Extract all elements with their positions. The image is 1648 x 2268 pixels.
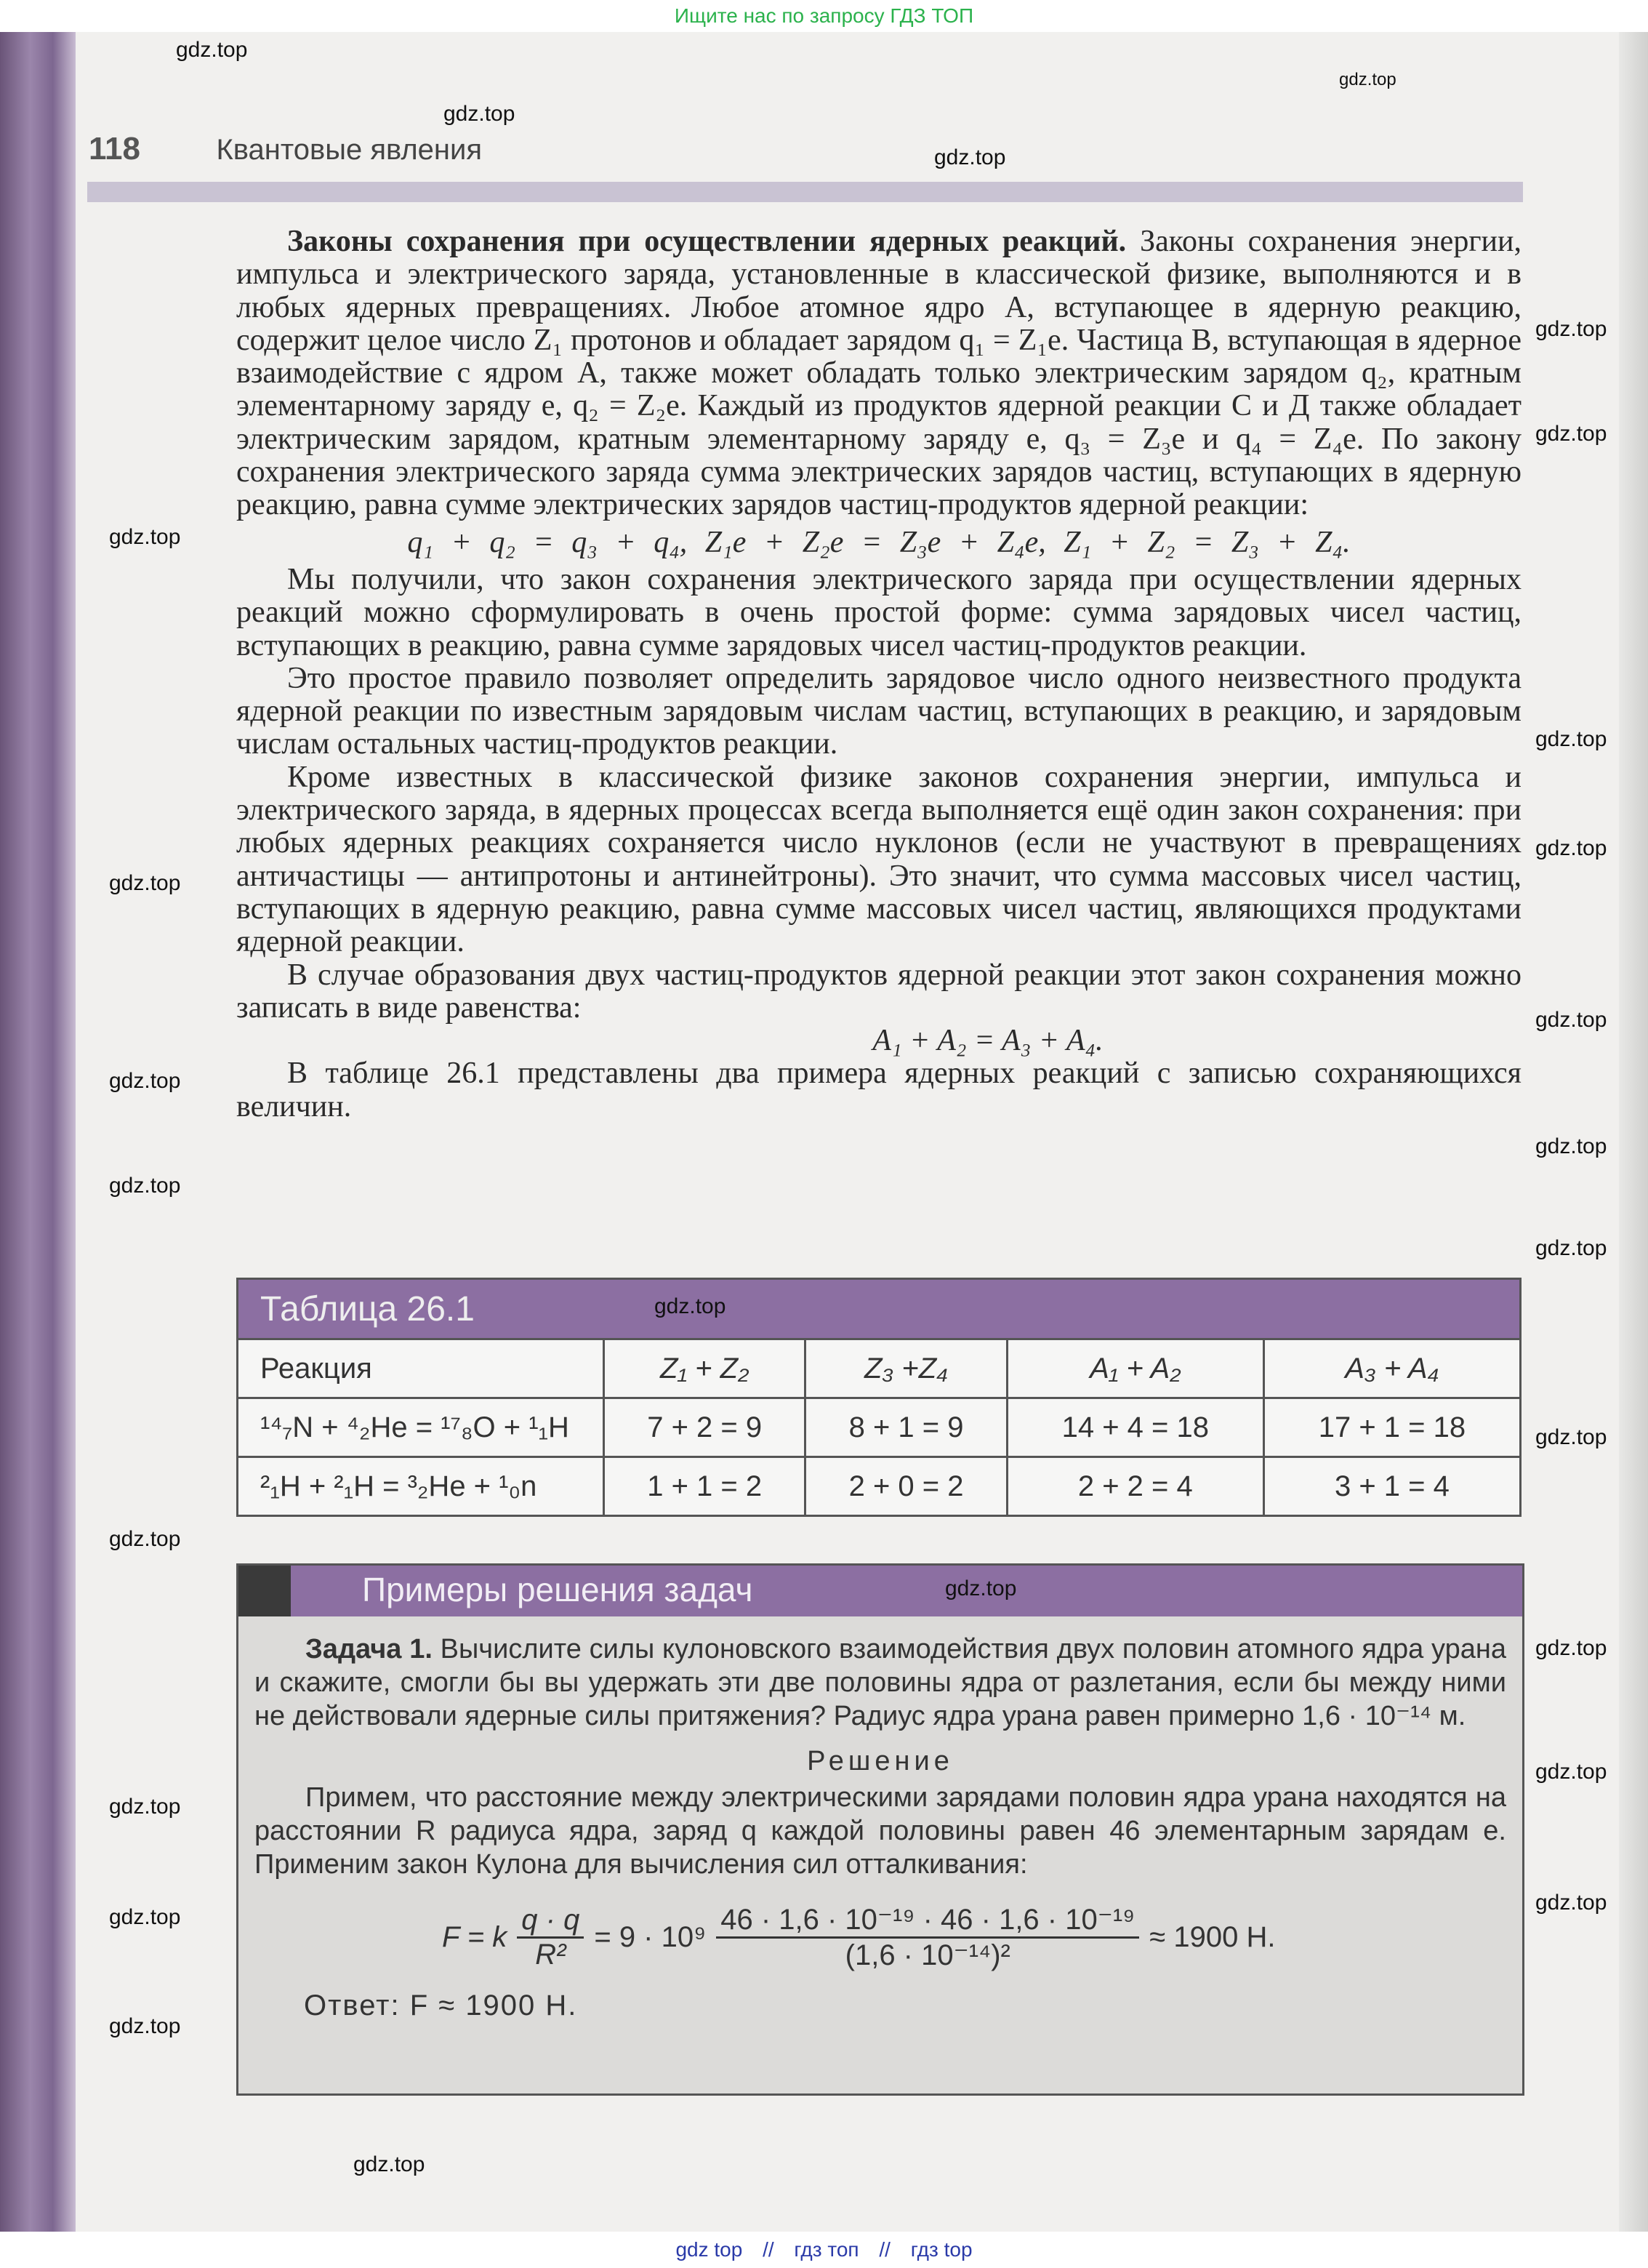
paragraph: Мы получили, что закон сохранения электрического заряда при осуществлении ядерных реакций можно сформулировать в очень простой форме: сумма зарядовых чисел частиц, вступающих в реакцию, равна сумме зарядовых чисел частиц-продуктов реакции. bbox=[236, 562, 1522, 662]
watermark: gdz.top bbox=[109, 871, 181, 895]
table-cell: 1 + 1 = 2 bbox=[604, 1457, 805, 1516]
separator: // bbox=[879, 2238, 891, 2261]
paragraph-text: Законы сохранения энергии, импульса и электрического заряда, установленные в классической физике, выполняются и в любых ядерных превращениях. Любое атомное ядро A, вступающее в ядерную реакцию, содержит целое число Z₁ протонов и обладает зарядом q₁ = Z₁e. Частица B, вступающая в ядерное взаимодействие с ядром A, также может обладать только электрическим зарядом q₂, кратным элементарному заряду e, q₂ = Z₂e. Каждый из продуктов ядерной реакции C и Д также обладает электрическим зарядом, кратным элементарному заряду e, q₃ = Z₃e и q₄ = Z₄e. По закону сохранения электрического заряда сумма электрических зарядов частиц, вступающих в ядерную реакцию, равна сумме электрических зарядов частиц-продуктов ядерной реакции: bbox=[236, 225, 1522, 522]
table-cell: ²₁H + ²₁H = ³₂He + ¹₀n bbox=[238, 1457, 604, 1516]
watermark: gdz.top bbox=[443, 102, 515, 126]
table-cell: 3 + 1 = 4 bbox=[1263, 1457, 1520, 1516]
watermark: gdz.top bbox=[109, 1174, 181, 1198]
header-divider bbox=[87, 182, 1523, 202]
examples-header bbox=[238, 1566, 1522, 1616]
watermark: gdz.top bbox=[654, 1294, 726, 1318]
watermark: gdz.top bbox=[1535, 422, 1607, 446]
calc-mid: = 9 · 10⁹ bbox=[594, 1921, 707, 1953]
page-header bbox=[89, 131, 482, 167]
numerator: 46 · 1,6 · 10⁻¹⁹ · 46 · 1,6 · 10⁻¹⁹ bbox=[716, 1903, 1139, 1939]
table-row bbox=[238, 1398, 1521, 1457]
watermark: gdz.top bbox=[1535, 1891, 1607, 1915]
watermark: gdz.top bbox=[109, 2014, 181, 2038]
watermark: gdz.top bbox=[1535, 1636, 1607, 1660]
column-header: A₃ + A₄ bbox=[1263, 1339, 1520, 1398]
task-label: Задача 1. bbox=[305, 1634, 433, 1664]
watermark: gdz.top bbox=[109, 1905, 181, 1929]
table-header-row bbox=[238, 1339, 1521, 1398]
chapter-title: Квантовые явления bbox=[216, 134, 483, 166]
watermark: gdz.top bbox=[1535, 1760, 1607, 1784]
bottom-links bbox=[0, 2232, 1648, 2268]
link-gdz-top[interactable]: gdz top bbox=[675, 2238, 743, 2261]
watermark: gdz.top bbox=[353, 2152, 425, 2176]
calc-lhs: F = k bbox=[442, 1921, 507, 1953]
denominator: (1,6 · 10⁻¹⁴)² bbox=[845, 1939, 1010, 1971]
table-cell: 17 + 1 = 18 bbox=[1263, 1398, 1520, 1457]
body-text bbox=[236, 225, 1522, 1123]
page-right-edge bbox=[1619, 29, 1648, 2240]
formula-mass: A₁ + A₂ = A₃ + A₄. bbox=[872, 1024, 1104, 1058]
table-title: Таблица 26.1 bbox=[238, 1279, 1521, 1339]
link-gdz-top-ru[interactable]: гдз топ bbox=[794, 2238, 859, 2261]
table-cell: 8 + 1 = 9 bbox=[805, 1398, 1007, 1457]
separator: // bbox=[763, 2238, 774, 2261]
watermark: gdz.top bbox=[109, 525, 181, 549]
column-header: Реакция bbox=[238, 1339, 604, 1398]
column-header: Z₁ + Z₂ bbox=[604, 1339, 805, 1398]
watermark: gdz.top bbox=[1535, 317, 1607, 341]
watermark: gdz.top bbox=[1535, 1425, 1607, 1449]
top-banner[interactable]: Ищите нас по запросу ГДЗ ТОП bbox=[0, 0, 1648, 32]
watermark: gdz.top bbox=[109, 1069, 181, 1093]
column-header: Z₃ +Z₄ bbox=[805, 1339, 1007, 1398]
task-text bbox=[238, 1616, 1522, 1881]
fraction bbox=[517, 1904, 584, 1971]
solution-label: Решение bbox=[807, 1746, 954, 1776]
table-cell: 2 + 2 = 4 bbox=[1007, 1457, 1263, 1516]
watermark: gdz.top bbox=[1535, 1134, 1607, 1158]
page-number: 118 bbox=[89, 131, 140, 167]
examples-box bbox=[236, 1563, 1524, 2096]
table-cell: 2 + 0 = 2 bbox=[805, 1457, 1007, 1516]
watermark: gdz.top bbox=[1535, 1008, 1607, 1032]
numerator: q · q bbox=[517, 1904, 584, 1939]
watermark: gdz.top bbox=[109, 1527, 181, 1551]
watermark: gdz.top bbox=[1535, 1236, 1607, 1260]
answer: Ответ: F ≈ 1900 Н. bbox=[304, 1989, 578, 2021]
header-marker bbox=[238, 1566, 291, 1616]
examples-title: Примеры решения задач bbox=[362, 1571, 753, 1608]
solution-text: Примем, что расстояние между электрическими зарядами половин ядра урана находятся на расстоянии R радиуса ядра, заряд q каждой половины равен 46 элементарным зарядам e. Применим закон Кулона для вычисления сил отталкивания: bbox=[254, 1782, 1506, 1880]
denominator: R² bbox=[535, 1939, 566, 1971]
paragraph: В случае образования двух частиц-продуктов ядерной реакции этот закон сохранения можно записать в виде равенства: bbox=[236, 958, 1522, 1025]
fraction bbox=[716, 1903, 1139, 1972]
table-cell: ¹⁴₇N + ⁴₂He = ¹⁷₈O + ¹₁H bbox=[238, 1398, 604, 1457]
table-cell: 7 + 2 = 9 bbox=[604, 1398, 805, 1457]
watermark: gdz.top bbox=[1535, 727, 1607, 751]
paragraph bbox=[236, 225, 1522, 522]
watermark: gdz.top bbox=[934, 145, 1006, 169]
paragraph: В таблице 26.1 представлены два примера ядерных реакций с записью сохраняющихся величин. bbox=[236, 1057, 1522, 1123]
task-body: Вычислите силы кулоновского взаимодействия двух половин атомного ядра урана и скажите, смогли бы вы удержать эти две половины ядра от разлетания, если бы между ними не действовали ядерные силы притяжения? Радиус ядра урана равен примерно 1,6 · 10⁻¹⁴ м. bbox=[254, 1634, 1506, 1731]
watermark: gdz.top bbox=[1535, 836, 1607, 860]
formula-charge: q₁ + q₂ = q₃ + q₄, Z₁e + Z₂e = Z₃e + Z₄e, Z₁ + Z₂ = Z₃ + Z₄. bbox=[407, 525, 1351, 559]
calc-result: ≈ 1900 Н. bbox=[1149, 1921, 1276, 1953]
table-cell: 14 + 4 = 18 bbox=[1007, 1398, 1263, 1457]
section-heading: Законы сохранения при осуществлении ядерных реакций. bbox=[287, 225, 1127, 258]
paragraph: Это простое правило позволяет определить зарядовое число одного неизвестного продукта ядерной реакции по известным зарядовым числам частиц, вступающих в реакцию, и зарядовым числам остальных частиц-продуктов реакции. bbox=[236, 661, 1522, 761]
watermark: gdz.top bbox=[109, 1795, 181, 1819]
table-row bbox=[238, 1457, 1521, 1516]
reactions-table bbox=[236, 1278, 1522, 1517]
page-edge-decoration bbox=[0, 29, 76, 2240]
watermark: gdz.top bbox=[1339, 70, 1396, 89]
calculation bbox=[442, 1903, 1522, 1972]
column-header: A₁ + A₂ bbox=[1007, 1339, 1263, 1398]
link-gdz-top-mixed[interactable]: гдз top bbox=[910, 2238, 973, 2261]
watermark: gdz.top bbox=[176, 38, 248, 62]
paragraph: Кроме известных в классической физике законов сохранения энергии, импульса и электрического заряда, в ядерных процессах всегда выполняется ещё один закон сохранения: при любых ядерных реакциях сохраняется число нуклонов (если не участвуют в превращениях античастицы — антипротоны и антинейтроны). Это значит, что сумма массовых чисел частиц, вступающих в ядерную реакцию, равна сумме массовых чисел частиц, являющихся продуктами ядерной реакции. bbox=[236, 760, 1522, 959]
watermark: gdz.top bbox=[945, 1576, 1017, 1600]
task bbox=[254, 1632, 1506, 1733]
